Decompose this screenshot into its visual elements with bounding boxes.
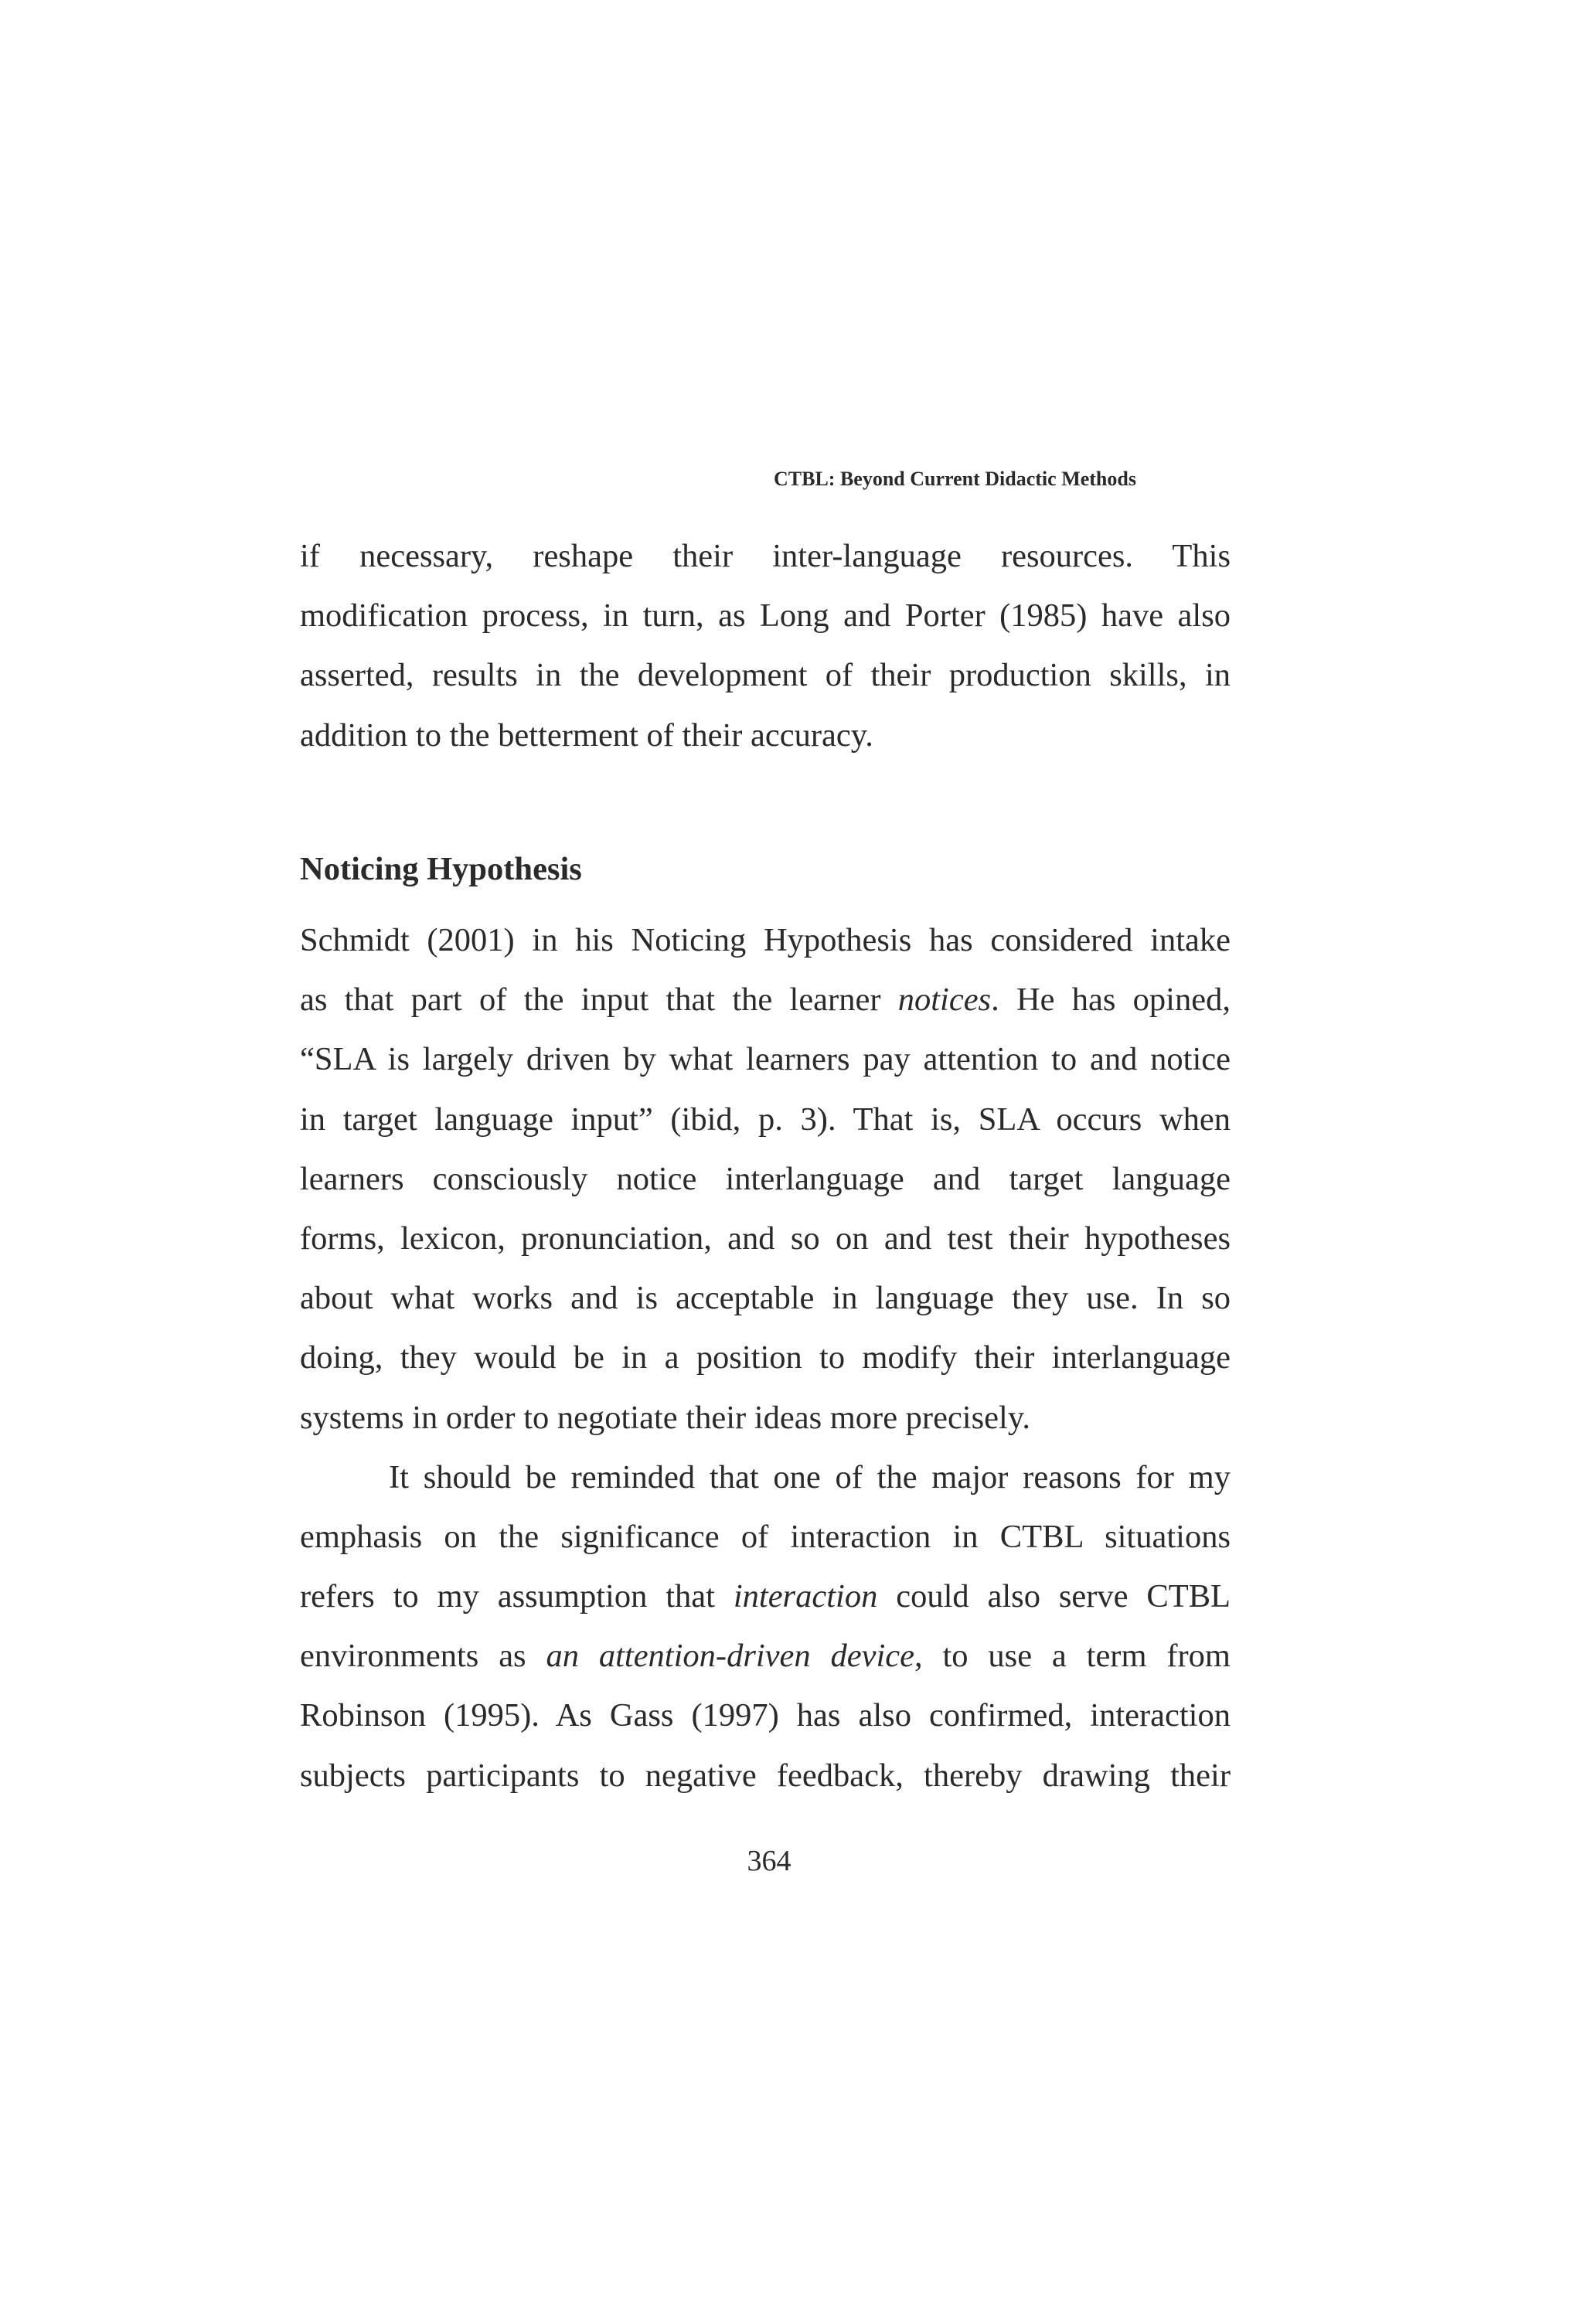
running-head: CTBL: Beyond Current Didactic Methods bbox=[774, 468, 1136, 490]
text-run: . He has opined, bbox=[991, 982, 1231, 1019]
section-body bbox=[300, 910, 1231, 1805]
text-line: subjects participants to negative feedback, thereby drawing their bbox=[300, 1757, 1231, 1794]
text-line: systems in order to negotiate their ideas more precisely. bbox=[300, 1399, 1030, 1436]
text-line: asserted, results in the development of their production skills, in bbox=[300, 657, 1231, 694]
top-paragraph bbox=[300, 526, 1231, 765]
text-line bbox=[300, 1626, 1231, 1686]
text-line: in target language input” (ibid, p. 3). That is, SLA occurs when bbox=[300, 1101, 1231, 1138]
text-line: about what works and is acceptable in language they use. In so bbox=[300, 1280, 1231, 1317]
text-line bbox=[300, 970, 1231, 1029]
section-heading: Noticing Hypothesis bbox=[300, 851, 582, 887]
text-run: refers to my assumption that bbox=[300, 1578, 734, 1615]
text-run: , to use a term from bbox=[914, 1638, 1231, 1675]
text-run: environments as bbox=[300, 1638, 546, 1675]
text-line: learners consciously notice interlanguage and target language bbox=[300, 1160, 1231, 1197]
italic-term: interaction bbox=[733, 1578, 878, 1615]
text-line: doing, they would be in a position to modify their interlanguage bbox=[300, 1339, 1231, 1376]
text-line bbox=[300, 1567, 1231, 1626]
text-line: addition to the betterment of their accuracy. bbox=[300, 716, 873, 754]
text-run: as that part of the input that the learner bbox=[300, 982, 898, 1019]
text-run: could also serve CTBL bbox=[877, 1578, 1231, 1615]
page-number: 364 bbox=[747, 1845, 792, 1877]
italic-term: an attention-driven device bbox=[546, 1638, 915, 1675]
text-line: if necessary, reshape their inter-language resources. This bbox=[300, 538, 1231, 574]
text-line: Schmidt (2001) in his Noticing Hypothesis has considered intake bbox=[300, 922, 1231, 958]
text-line: Robinson (1995). As Gass (1997) has also confirmed, interaction bbox=[300, 1697, 1231, 1734]
text-line: forms, lexicon, pronunciation, and so on and test their hypotheses bbox=[300, 1220, 1231, 1257]
text-line: emphasis on the significance of interaction in CTBL situations bbox=[300, 1518, 1231, 1555]
italic-term: notices bbox=[897, 982, 992, 1019]
text-line: modification process, in turn, as Long and Porter (1985) have also bbox=[300, 597, 1231, 635]
text-line: It should be reminded that one of the major reasons for my bbox=[389, 1458, 1231, 1495]
text-line: “SLA is largely driven by what learners pay attention to and notice bbox=[300, 1041, 1231, 1078]
